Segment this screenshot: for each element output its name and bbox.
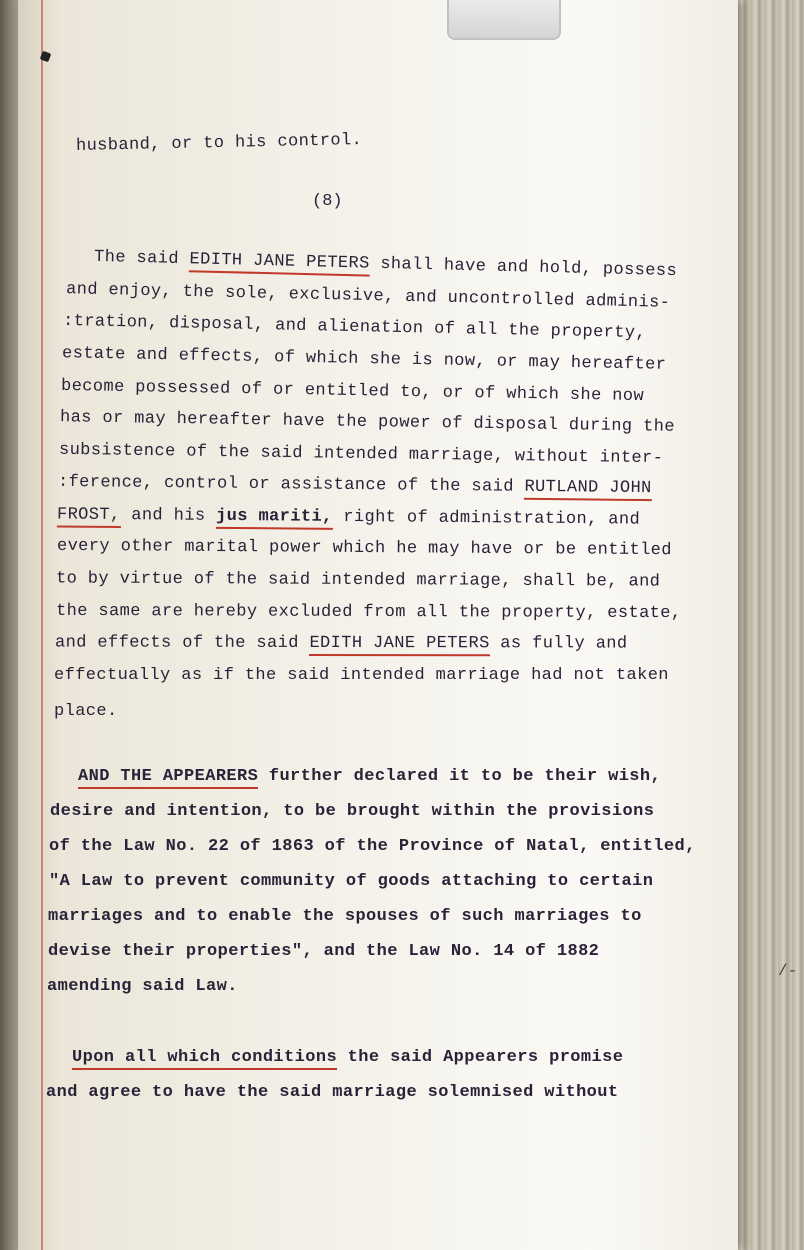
paper-clip <box>447 0 561 40</box>
red-margin-line <box>41 0 43 1250</box>
lead-line: husband, or to his control. <box>75 131 363 156</box>
para2-line-2: desire and intention, to be brought within the provisions <box>50 802 655 821</box>
para1-line-7: subsistence of the said intended marriage, without inter- <box>58 440 664 469</box>
para3-line-2: and agree to have the said marriage solemnised without <box>46 1083 619 1102</box>
name-edith-jane-peters-2: EDITH JANE PETERS <box>309 634 489 656</box>
para2-line-7: amending said Law. <box>47 977 238 996</box>
para1-line-11: to by virtue of the said intended marriage, shall be, and <box>55 569 661 592</box>
para3-line-1: Upon all which conditions the said Appearers promise <box>72 1048 623 1067</box>
para2-line-5: marriages and to enable the spouses of such marriages to <box>48 907 642 926</box>
para2-line-3: of the Law No. 22 of 1863 of the Province of Natal, entitled, <box>49 837 696 856</box>
para1-line-14: effectually as if the said intended marriage had not taken <box>54 666 669 685</box>
para1-line-13: and effects of the said EDITH JANE PETERS as fully and <box>55 634 628 654</box>
section-number: (8) <box>312 192 343 211</box>
name-edith-jane-peters: EDITH JANE PETERS <box>189 250 370 276</box>
para1-line-10: every other marital power which he may have or be entitled <box>56 536 672 561</box>
conditions-lead: Upon all which conditions <box>72 1048 337 1070</box>
para1-line-6: has or may hereafter have the power of disposal during the <box>59 408 676 437</box>
para1-line-3: :tration, disposal, and alienation of all the property, <box>62 311 647 344</box>
para1-line-9: FROST, and his jus mariti, right of administration, and <box>56 505 641 530</box>
para1-line-5: become possessed of or entitled to, or of which she now <box>60 376 645 407</box>
para1-line-12: the same are hereby excluded from all the property, estate, <box>55 601 682 624</box>
para1-line-8: :ference, control or assistance of the said RUTLAND JOHN <box>58 473 652 498</box>
para2-line-4: "A Law to prevent community of goods attaching to certain <box>49 872 654 891</box>
name-frost: FROST, <box>57 505 121 528</box>
para1-line-15: place. <box>54 702 118 721</box>
para2-line-1: AND THE APPEARERS further declared it to be their wish, <box>78 767 661 786</box>
name-rutland-john: RUTLAND JOHN <box>524 478 651 501</box>
side-mark: /- <box>778 962 798 980</box>
para2-line-6: devise their properties", and the Law No. 14 of 1882 <box>48 942 600 961</box>
para1-line-2: and enjoy, the sole, exclusive, and uncontrolled adminis- <box>65 280 671 313</box>
para1-line-4: estate and effects, of which she is now, or may hereafter <box>61 344 667 375</box>
para1-line-1: The said EDITH JANE PETERS shall have and hold, possess <box>93 247 678 282</box>
appearers-lead: AND THE APPEARERS <box>78 767 258 789</box>
term-jus-mariti: jus mariti, <box>216 507 333 530</box>
